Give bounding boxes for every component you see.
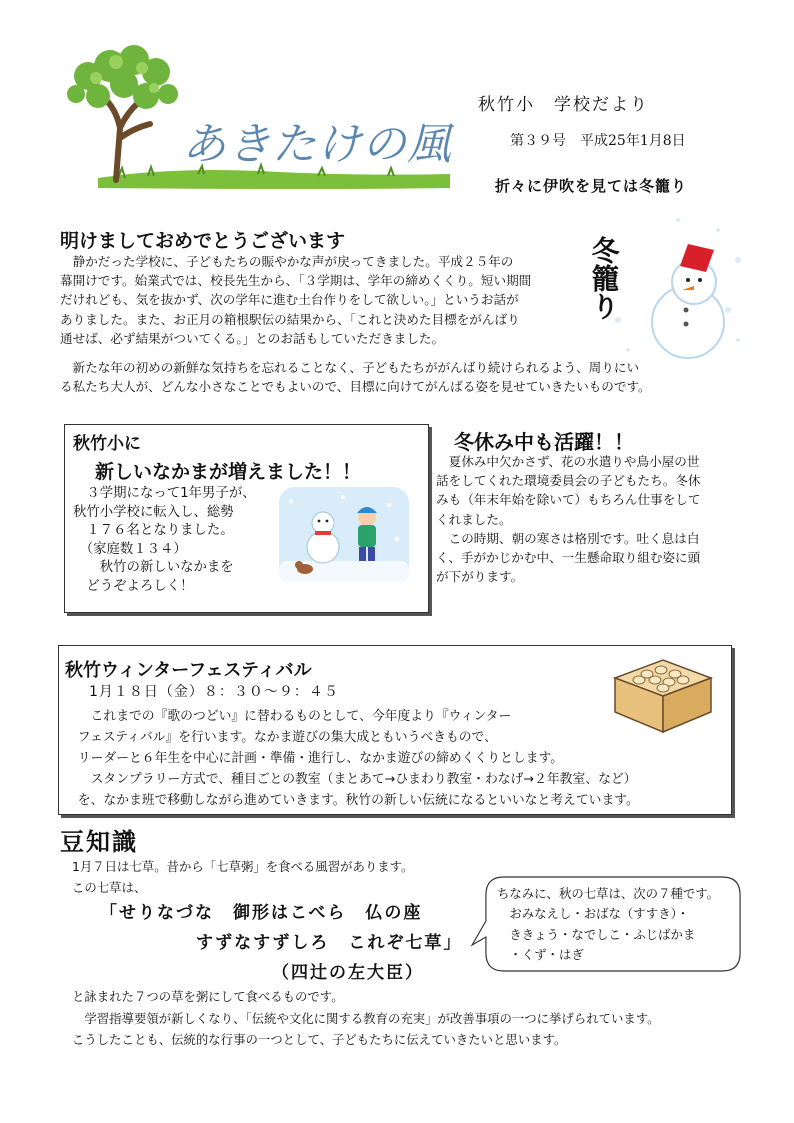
greeting-line: る私たち大人が、どんな小さなことでもよいので、目標に向けてがんばる姿を見せていきたいものです。: [60, 379, 651, 395]
bubble-line: ききょう・なでしこ・ふじばかま: [497, 926, 696, 942]
masthead-title: あきたけの風: [182, 119, 452, 170]
greeting-line: だけれども、気を抜かず、次の学年に進む土台作りをして欲しい。」というお話が: [60, 292, 519, 308]
poem-line-1: 「せりなづな 御形はこべら 仏の座: [100, 903, 423, 923]
winter-line: 夏休み中欠かさず、花の水遣りや鳥小屋の世: [436, 454, 700, 469]
bubble-line: ・くず・はぎ: [497, 946, 584, 962]
new-friends-line: ３学期になって1年男子が、: [73, 486, 256, 501]
new-friends-line: （家庭数１３４）: [73, 541, 187, 557]
festival-line: リーダーと６年生を中心に計画・準備・進行し、なかま遊びの締めくくりとします。: [65, 751, 564, 766]
bubble-line: ちなみに、秋の七草は、次の７種です。: [497, 886, 720, 901]
new-friends-body: [73, 485, 256, 597]
greeting-line: 通せば、必ず結果がついてくる。」とのお話もしていただきました。: [60, 330, 445, 346]
festival-line: フェスティバル』を行います。なかま遊びの集大成ともいうべきもので、: [65, 730, 497, 745]
trivia-intro: [72, 856, 413, 898]
speech-bubble-text: [497, 884, 719, 965]
festival-date: 1月１８日（金）８：３０～９：４５: [89, 684, 339, 700]
motto: 折々に伊吹を見ては冬籠り: [495, 177, 688, 195]
festival-heading: 秋竹ウィンターフェスティバル: [65, 660, 312, 681]
school-name: 秋竹小 学校だより: [478, 95, 649, 115]
winter-festival-box: [58, 645, 732, 815]
new-friends-line: １７６名となりました。: [73, 523, 234, 539]
poem-author: （四辻の左大臣）: [272, 963, 424, 983]
winter-activity-heading: 冬休み中も活躍！！: [454, 430, 634, 454]
winter-line: が下がります。: [436, 569, 524, 585]
greeting-body-2: [60, 358, 651, 396]
poem-line-2: すずなすずしろ これぞ七草」: [196, 933, 463, 953]
new-friends-heading-2: 新しいなかまが増えました！！: [95, 461, 362, 483]
greeting-line: 新たな年の初めの新鮮な気持ちを忘れることなく、子どもたちががんばり続けられるよう、周りにい: [60, 360, 640, 375]
festival-line: スタンプラリー方式で、種目ごとの教室（まとあて→ひまわり教室・わなげ→２年教室、など）: [65, 772, 637, 787]
greeting-line: 幕開けです。始業式では、校長先生から、「３学期は、学年の締めくくり。短い期間: [60, 273, 532, 289]
winter-activity-body: [436, 452, 746, 586]
new-friends-box: [64, 424, 429, 613]
greeting-line: 静かだった学校に、子どもたちの賑やかな声が戻ってきました。平成２５年の: [60, 254, 514, 269]
trivia-intro-line: この七草は、: [72, 880, 147, 895]
fuyugomori-calligraphy: 冬籠り: [587, 236, 621, 320]
masu-beans-illustration: [607, 654, 719, 736]
greeting-body: [60, 252, 600, 348]
winter-line: みも（年末年始を除いて）もちろん仕事をして: [436, 492, 701, 508]
issue-info: 第３９号 平成25年1月8日: [510, 133, 686, 149]
winter-line: 話をしてくれた環境委員会の子どもたち。冬休: [436, 473, 701, 489]
new-friends-heading-1: 秋竹小に: [73, 434, 141, 454]
trivia-closing: [72, 986, 660, 1051]
trivia-intro-line: 1月７日は七草。昔から「七草粥」を食べる風習があります。: [72, 859, 414, 874]
greeting-heading: 明けましておめでとうございます: [60, 230, 346, 252]
trivia-closing-line: 学習指導要領が新しくなり、「伝統や文化に関する教育の充実」が改善事項の一つに挙げられています。: [72, 1010, 660, 1026]
new-friends-line: どうぞよろしく！: [73, 578, 194, 594]
greeting-line: ありました。また、お正月の箱根駅伝の結果から、「これと決めた目標をがんばり: [60, 311, 520, 327]
festival-body: [65, 706, 639, 811]
snowman-fuyugomori-illustration: [587, 200, 748, 375]
winter-line: この時期、朝の寒さは格別です。吐く息は白: [436, 530, 700, 546]
kid-snowman-illustration: [279, 487, 409, 582]
winter-line: く、手がかじかむ中、一生懸命取り組む姿に頭: [436, 550, 701, 566]
new-friends-line: 秋竹小学校に転入し、総勢: [73, 504, 234, 520]
festival-line: これまでの『歌のつどい』に替わるものとして、今年度より『ウィンター: [65, 709, 512, 724]
festival-line: を、なかま班で移動しながら進めていきます。秋竹の新しい伝統になるといいなと考えています。: [65, 793, 639, 808]
trivia-closing-line: と詠まれた７つの草を粥にして食べるものです。: [72, 989, 344, 1004]
winter-line: くれました。: [436, 511, 512, 527]
bubble-line: おみなえし・おばな（すすき）・: [497, 906, 690, 922]
trivia-closing-line: こうしたことも、伝統的な行事の一つとして、子どもたちに伝えていきたいと思います。: [72, 1032, 567, 1047]
new-friends-line: 秋竹の新しいなかまを: [73, 560, 234, 576]
trivia-heading: 豆知識: [60, 828, 138, 856]
